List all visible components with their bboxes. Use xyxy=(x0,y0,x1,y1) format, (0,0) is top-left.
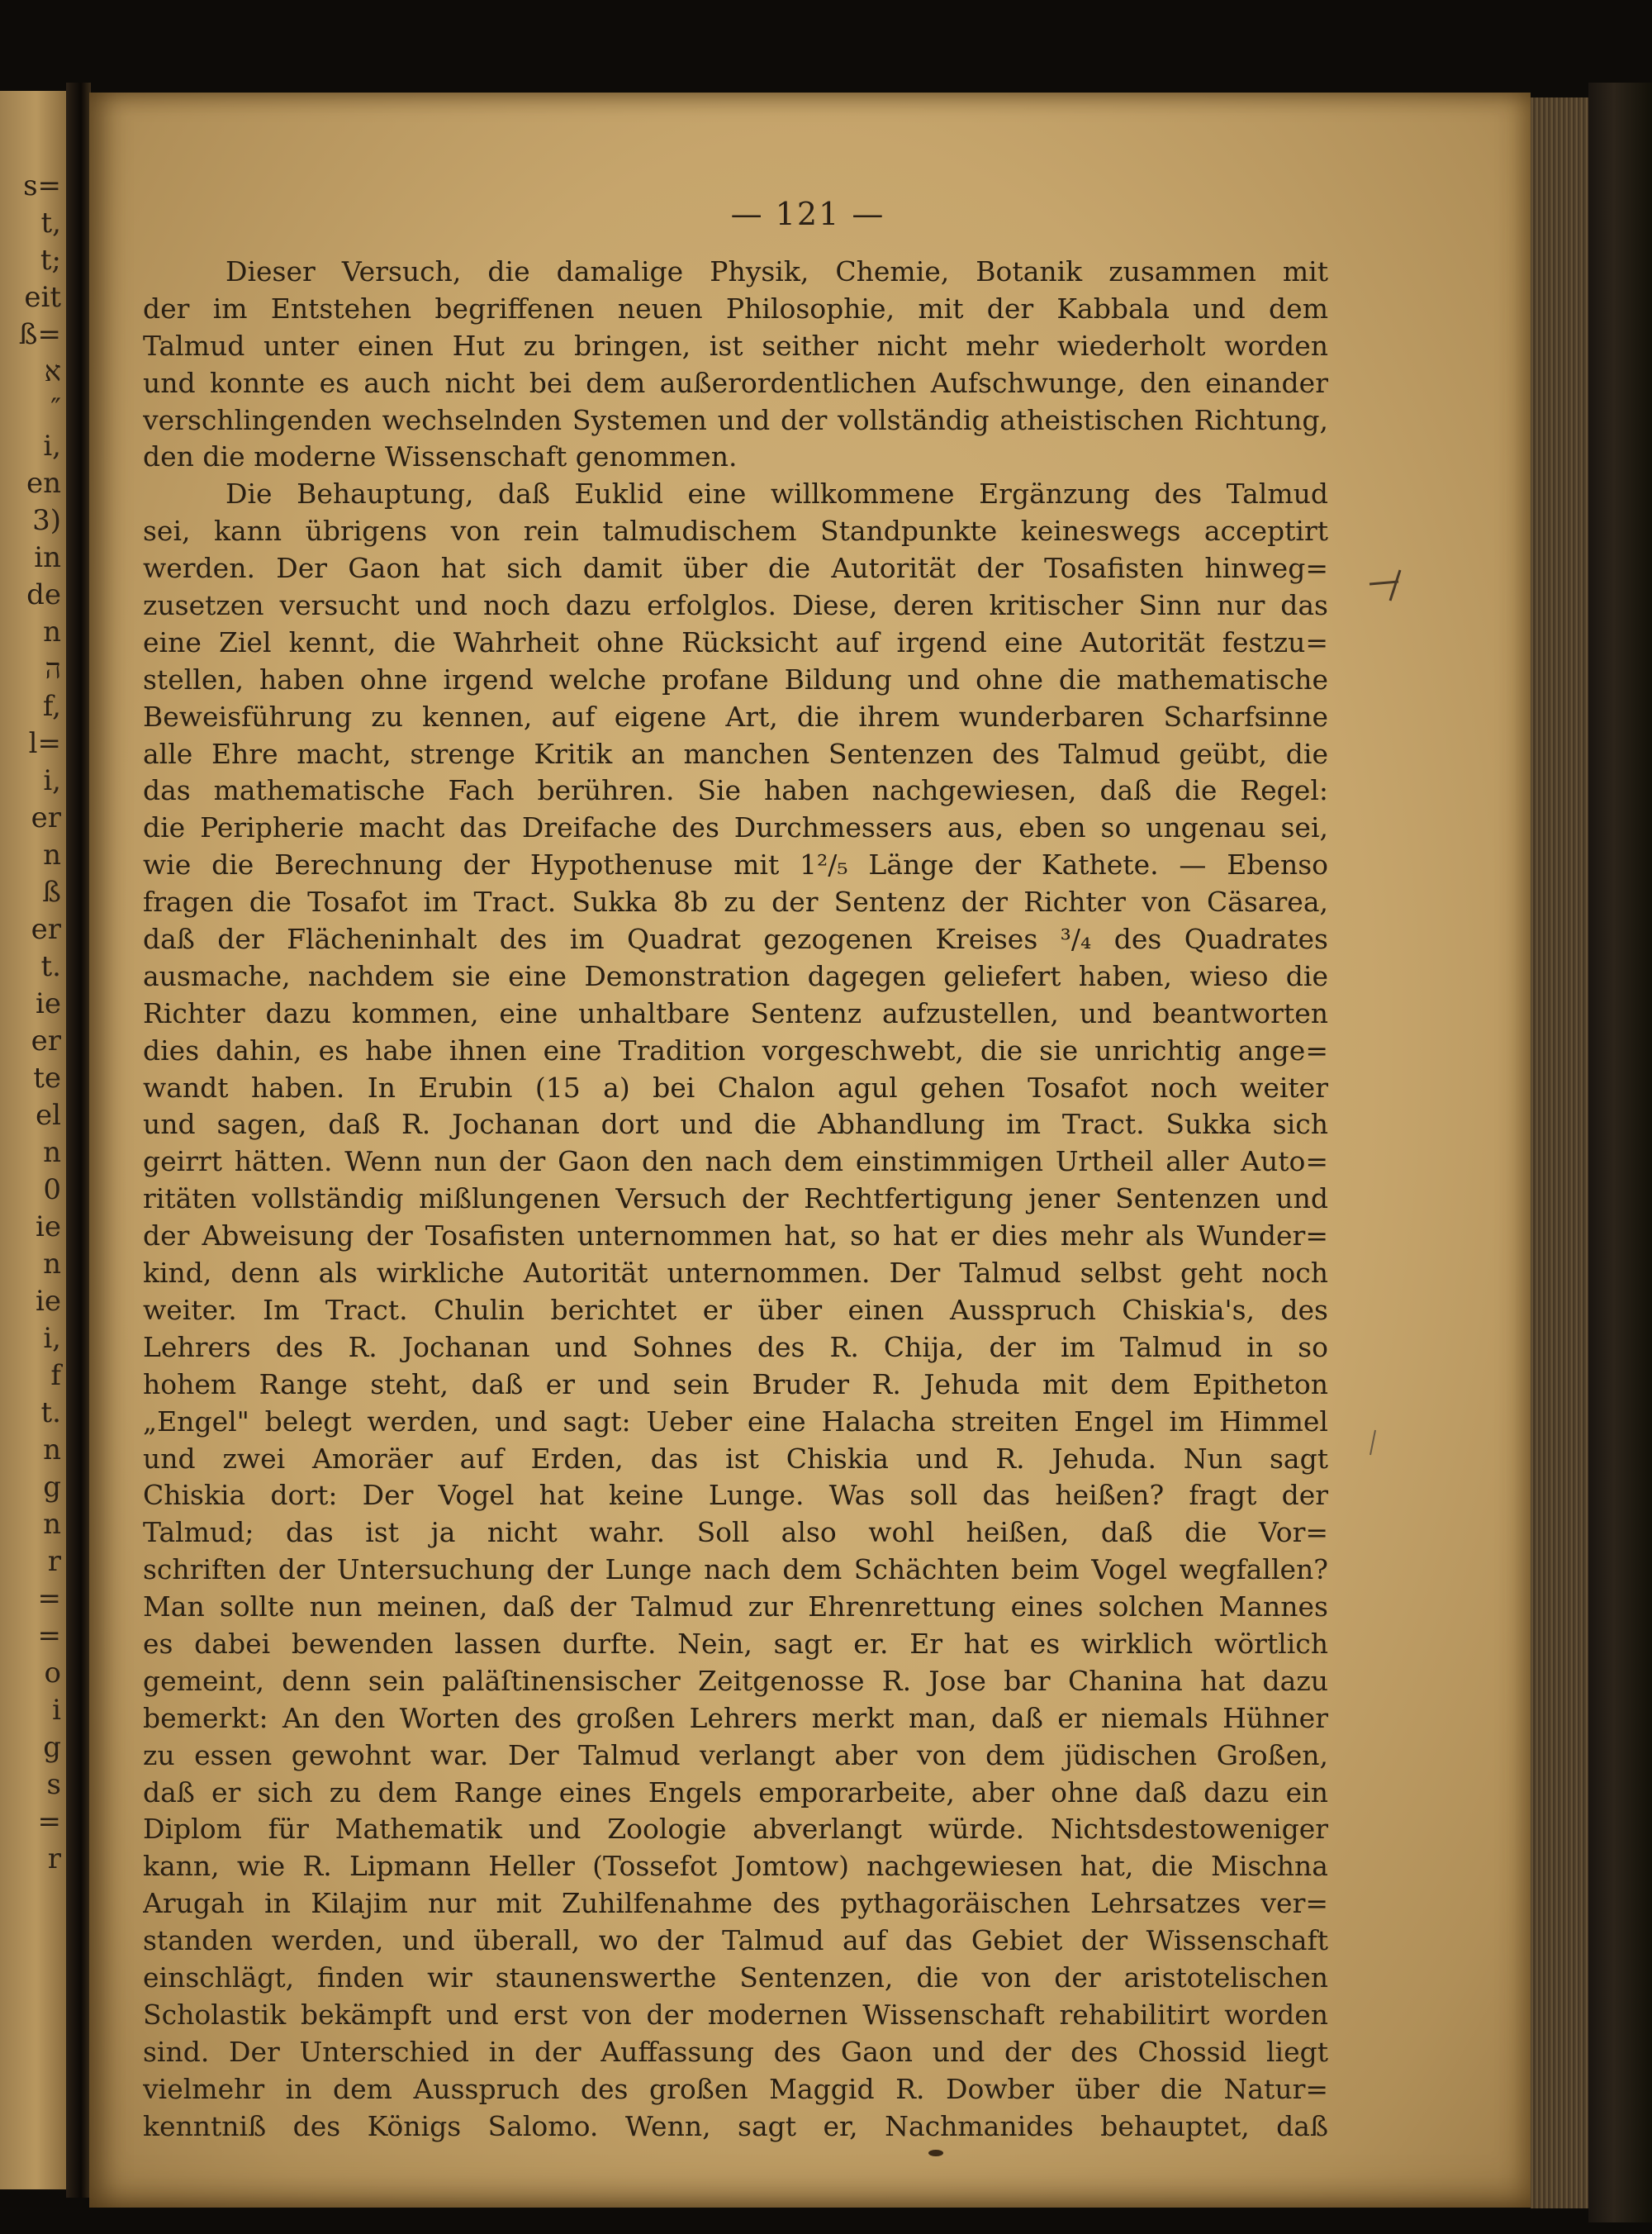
text-line: sei, kann übrigens von rein talmudischem Standpunkte keineswegs acceptirt xyxy=(143,515,1328,548)
text-line: geirrt hätten. Wenn nun der Gaon den nach dem einstimmigen Urtheil aller Auto= xyxy=(143,1145,1328,1178)
facing-page-fragment: t, xyxy=(40,207,61,240)
facing-page-fragment: n xyxy=(43,1136,61,1169)
text-line: einschlägt, finden wir staunenswerthe Sentenzen, die von der aristotelischen xyxy=(143,1961,1328,1994)
book-gutter xyxy=(66,83,91,2198)
facing-page-fragment: o xyxy=(44,1656,61,1690)
text-line: das mathematische Fach berühren. Sie haben nachgewiesen, daß die Regel: xyxy=(143,774,1328,807)
text-line: stellen, haben ohne irgend welche profane Bildung und ohne die mathematische xyxy=(143,663,1328,696)
facing-page-fragment: ה xyxy=(45,653,61,686)
text-line: wie die Berechnung der Hypothenuse mit 1²/₅ Länge der Kathete. — Ebenso xyxy=(143,848,1328,882)
facing-page-fragment: ß xyxy=(42,876,61,909)
text-line: zusetzen versucht und noch dazu erfolglos. Diese, deren kritischer Sinn nur das xyxy=(143,589,1328,622)
text-line: weiter. Im Tract. Chulin berichtet er über einen Ausspruch Chiskia's, des xyxy=(143,1293,1328,1326)
facing-page-fragment: n xyxy=(43,616,61,649)
text-line: eine Ziel kennt, die Wahrheit ohne Rücksicht auf irgend eine Autorität festzu= xyxy=(143,625,1328,658)
text-line: schriften der Untersuchung der Lunge nach dem Schächten beim Vogel wegfallen? xyxy=(143,1553,1328,1586)
text-line: und konnte es auch nicht bei dem außerordentlichen Aufschwunge, den einander xyxy=(143,366,1328,399)
text-line: alle Ehre macht, strenge Kritik an manchen Sentenzen des Talmud geübt, die xyxy=(143,737,1328,770)
text-line: ritäten vollständig mißlungenen Versuch der Rechtfertigung jener Sentenzen und xyxy=(143,1182,1328,1215)
text-line: standen werden, und überall, wo der Talmud auf das Gebiet der Wissenschaft xyxy=(143,1924,1328,1957)
facing-page-fragment: ie xyxy=(36,1285,61,1318)
book-cover xyxy=(1588,83,1652,2222)
facing-page-fragment: n xyxy=(43,1248,61,1281)
facing-page-fragment: i, xyxy=(43,764,61,797)
text-line: und sagen, daß R. Jochanan dort und die Abhandlung im Tract. Sukka sich xyxy=(143,1108,1328,1141)
facing-page-fragment: = xyxy=(37,1619,61,1652)
text-line: hohem Range steht, daß er und sein Bruder R. Jehuda mit dem Epitheton xyxy=(143,1367,1328,1400)
facing-page-fragment: el xyxy=(36,1099,61,1132)
margin-pencil-mark xyxy=(1365,563,1415,613)
text-line: der im Entstehen begriffenen neuen Philosophie, mit der Kabbala und dem xyxy=(143,292,1328,325)
facing-page-fragment: ie xyxy=(36,987,61,1020)
text-line: vielmehr in dem Ausspruch des großen Maggid R. Dowber über die Natur= xyxy=(143,2072,1328,2105)
facing-page-fragment: g xyxy=(43,1471,61,1504)
book-page xyxy=(89,93,1531,2208)
text-line: Arugah in Kilajim nur mit Zuhilfenahme des pythagoräischen Lehrsatzes ver= xyxy=(143,1887,1328,1920)
facing-page-fragment: 0 xyxy=(43,1173,61,1206)
facing-page-fragment: t. xyxy=(40,1396,61,1429)
facing-page-fragment: א xyxy=(44,355,61,388)
text-line: Man sollte nun meinen, daß der Talmud zur Ehrenrettung eines solchen Mannes xyxy=(143,1590,1328,1623)
facing-page-fragment: l= xyxy=(28,727,61,760)
text-line: gemeint, denn sein paläſtinensischer Zeitgenosse R. Jose bar Chanina hat dazu xyxy=(143,1664,1328,1697)
facing-page-fragment: n xyxy=(43,1433,61,1466)
text-line: kann, wie R. Lipmann Heller (Tossefot Jomtow) nachgewiesen hat, die Mischna xyxy=(143,1850,1328,1883)
text-line: Dieser Versuch, die damalige Physik, Chemie, Botanik zusammen mit xyxy=(225,255,1328,288)
body-text xyxy=(143,254,1328,2145)
text-line: und zwei Amoräer auf Erden, das ist Chiskia und R. Jehuda. Nun sagt xyxy=(143,1442,1328,1475)
facing-page-fragment: er xyxy=(31,1024,61,1058)
text-line: „Engel" belegt werden, und sagt: Ueber eine Halacha streiten Engel im Himmel xyxy=(143,1405,1328,1438)
text-line: bemerkt: An den Worten des großen Lehrers merkt man, daß er niemals Hühner xyxy=(143,1701,1328,1734)
facing-page-fragment: ″ xyxy=(50,392,61,425)
facing-page-fragment: i xyxy=(52,1694,61,1727)
text-line: Scholastik bekämpft und erst von der modernen Wissenschaft rehabilitirt worden xyxy=(143,1998,1328,2031)
text-line: sind. Der Unterschied in der Auffassung des Gaon und der des Chossid liegt xyxy=(143,2035,1328,2068)
text-line: Richter dazu kommen, eine unhaltbare Sentenz aufzustellen, und beantworten xyxy=(143,996,1328,1029)
text-line: es dabei bewenden lassen durfte. Nein, sagt er. Er hat es wirklich wörtlich xyxy=(143,1627,1328,1660)
facing-page-fragment: er xyxy=(31,913,61,946)
text-line: zu essen gewohnt war. Der Talmud verlangt aber von dem jüdischen Großen, xyxy=(143,1738,1328,1771)
text-line: werden. Der Gaon hat sich damit über die Autorität der Tosafisten hinweg= xyxy=(143,552,1328,585)
text-line: Talmud; das ist ja nicht wahr. Soll also wohl heißen, daß die Vor= xyxy=(143,1516,1328,1549)
facing-page-fragment: in xyxy=(34,541,61,574)
facing-page-fragment: n xyxy=(43,1508,61,1541)
facing-page-fragment: = xyxy=(37,1582,61,1615)
text-line: ausmache, nachdem sie eine Demonstration dagegen geliefert haben, wieso die xyxy=(143,959,1328,992)
facing-page-fragment: ß= xyxy=(18,318,61,351)
facing-page-fragment: s xyxy=(46,1768,61,1801)
facing-page-fragment: i, xyxy=(43,1322,61,1355)
facing-page-fragment: g xyxy=(43,1731,61,1764)
facing-page-fragment: r xyxy=(47,1842,61,1875)
text-line: Chiskia dort: Der Vogel hat keine Lunge. Was soll das heißen? fragt der xyxy=(143,1479,1328,1512)
text-line: Lehrers des R. Jochanan und Sohnes des R. Chija, der im Talmud in so xyxy=(143,1330,1328,1363)
text-line: kind, denn als wirkliche Autorität unternommen. Der Talmud selbst geht noch xyxy=(143,1257,1328,1290)
text-line: daß er sich zu dem Range eines Engels emporarbeite, aber ohne daß dazu ein xyxy=(143,1775,1328,1809)
facing-page-fragment: r xyxy=(47,1545,61,1578)
text-line: dies dahin, es habe ihnen eine Tradition vorgeschwebt, die sie unrichtig ange= xyxy=(143,1034,1328,1067)
text-line: kenntniß des Königs Salomo. Wenn, sagt er, Nachmanides behauptet, daß xyxy=(143,2109,1328,2142)
text-line: wandt haben. In Erubin (15 a) bei Chalon agul gehen Tosafot noch weiter xyxy=(143,1071,1328,1104)
page-number: — 121 — xyxy=(730,196,885,232)
text-line: die Peripherie macht das Dreifache des Durchmessers aus, eben so ungenau sei, xyxy=(143,811,1328,844)
margin-tick-mark xyxy=(1365,1427,1382,1460)
text-line: der Abweisung der Tosafisten unternommen hat, so hat er dies mehr als Wunder= xyxy=(143,1219,1328,1252)
text-line: verschlingenden wechselnden Systemen und der vollständig atheistischen Richtung, xyxy=(143,403,1328,436)
facing-page-fragment: s= xyxy=(23,169,61,202)
facing-page-fragment: te xyxy=(33,1062,61,1095)
text-line: fragen die Tosafot im Tract. Sukka 8b zu der Sentenz der Richter von Cäsarea, xyxy=(143,886,1328,919)
facing-page-fragment: i, xyxy=(43,430,61,463)
facing-page-fragment: de xyxy=(26,578,61,611)
text-line: Beweisführung zu kennen, auf eigene Art, die ihrem wunderbaren Scharfsinne xyxy=(143,700,1328,733)
ink-smudge xyxy=(928,2150,943,2156)
facing-page-fragment: eit xyxy=(24,281,61,314)
text-line: Talmud unter einen Hut zu bringen, ist seither nicht mehr wiederholt worden xyxy=(143,329,1328,362)
facing-page-fragment: er xyxy=(31,801,61,834)
facing-page-fragment: n xyxy=(43,839,61,872)
text-line: den die moderne Wissenschaft genommen. xyxy=(143,440,738,473)
text-line: Die Behauptung, daß Euklid eine willkommene Ergänzung des Talmud xyxy=(225,478,1328,511)
page-block-edges xyxy=(1531,97,1588,2208)
facing-page-fragment: f xyxy=(50,1359,61,1392)
facing-page-edge xyxy=(0,91,66,2189)
facing-page-fragment: = xyxy=(37,1805,61,1838)
facing-page-fragment: t; xyxy=(40,244,61,277)
facing-page-fragment: ie xyxy=(36,1210,61,1243)
text-line: daß der Flächeninhalt des im Quadrat gezogenen Kreises ³/₄ des Quadrates xyxy=(143,923,1328,956)
facing-page-fragment: f, xyxy=(42,690,61,723)
facing-page-fragment: t. xyxy=(40,950,61,983)
facing-page-fragment: 3) xyxy=(32,504,61,537)
facing-page-fragment: en xyxy=(26,467,61,500)
text-line: Diplom für Mathematik und Zoologie abverlangt würde. Nichtsdestoweniger xyxy=(143,1813,1328,1846)
